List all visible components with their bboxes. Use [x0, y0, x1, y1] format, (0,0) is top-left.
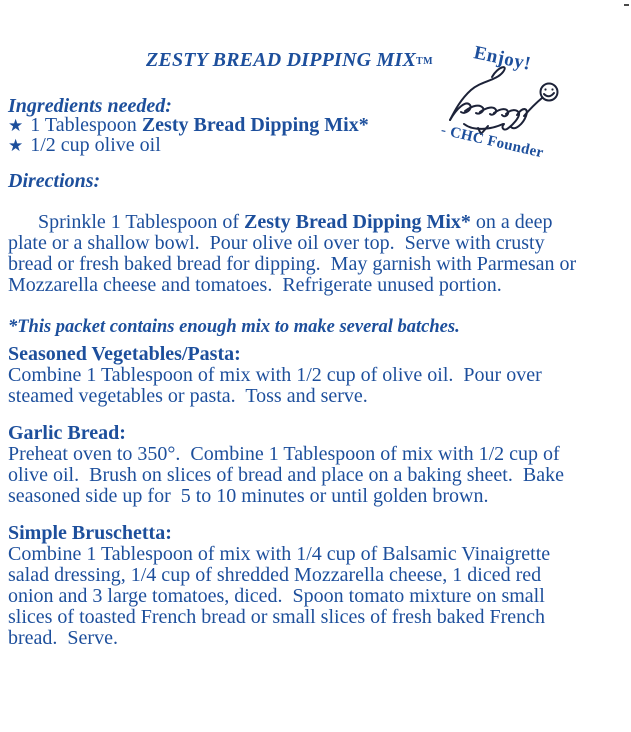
ingredient-product-name: Zesty Bread Dipping Mix* — [141, 114, 369, 136]
star-bullet-icon: ★ — [8, 135, 24, 155]
recipe-heading: Seasoned Vegetables/Pasta: — [8, 343, 241, 365]
page-title-text: ZESTY BREAD DIPPING MIX — [146, 49, 417, 71]
ingredient-text: 1 Tablespoon — [30, 114, 142, 136]
page-title — [146, 49, 433, 72]
recipe-heading: Simple Bruschetta: — [8, 522, 172, 544]
directions-paragraph — [8, 191, 582, 317]
founder-caption: - CHC Founder — [439, 122, 545, 162]
recipe-list — [8, 344, 582, 649]
ingredient-item — [8, 133, 582, 156]
scan-artifact-mark — [624, 4, 629, 6]
recipe-section-seasoned-vegetables — [8, 344, 582, 407]
ingredient-text: 1/2 cup olive oil — [30, 133, 161, 156]
directions-heading: Directions: — [8, 170, 101, 192]
recipe-body: Combine 1 Tablespoon of mix with 1/2 cup of olive oil. Pour over steamed vegetables or pasta. Toss and serve. — [8, 364, 547, 407]
recipe-body: Combine 1 Tablespoon of mix with 1/4 cup of Balsamic Vinaigrette salad dressing, 1/4 cup of shredded Mozzarella cheese, 1 diced red onion and 3 large tomatoes, diced. Spoon tomato mixture on small slices of toasted French bread or small slices of fresh baked French bread. Serve. — [8, 543, 556, 649]
directions-text-before: Sprinkle 1 Tablespoon of — [38, 211, 244, 233]
star-bullet-icon: ★ — [8, 116, 24, 135]
recipe-section-garlic-bread — [8, 423, 582, 507]
recipe-heading: Garlic Bread: — [8, 422, 126, 444]
packet-note: *This packet contains enough mix to make several batches. — [8, 317, 460, 337]
ingredients-heading: Ingredients needed: — [8, 95, 172, 117]
recipe-section-simple-bruschetta — [8, 523, 582, 649]
directions-text-after: on a deep plate or a shallow bowl. Pour olive oil over top. Serve with crusty bread or fresh baked bread for dipping. May garnish with Parmesan or Mozzarella cheese and tomatoes. Refrigerate unused portion. — [8, 211, 582, 296]
trademark-symbol: TM — [416, 56, 434, 67]
directions-product-name: Zesty Bread Dipping Mix* — [244, 211, 471, 233]
enjoy-text: Enjoy! — [471, 42, 533, 75]
sheet-body — [8, 96, 582, 649]
recipe-body: Preheat oven to 350°. Combine 1 Tablespoon of mix with 1/2 cup of olive oil. Brush on slices of bread and place on a baking sheet. Bake seasoned side up for 5 to 10 minutes or until golden brown. — [8, 443, 569, 507]
